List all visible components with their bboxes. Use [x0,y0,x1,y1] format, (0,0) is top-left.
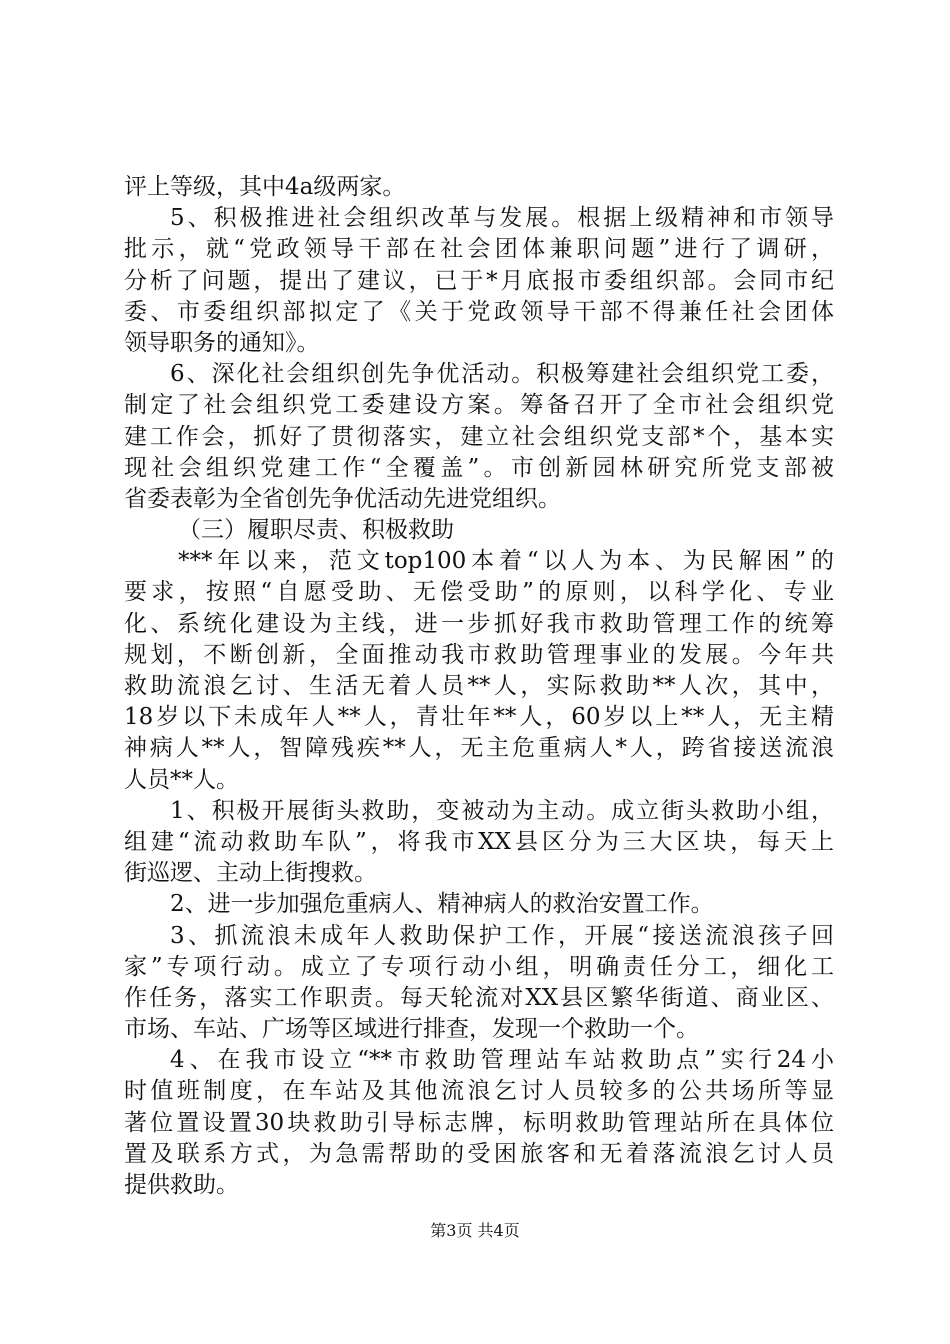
text-line: 4、在我市设立“**市救助管理站车站救助点”实行24小 [170,1047,834,1074]
text-line: 提供救助。 [124,1172,239,1198]
text-line: 建工作会，抓好了贯彻落实，建立社会组织党支部*个，基本实 [124,423,834,450]
text-line: 现社会组织党建工作“全覆盖”。市创新园林研究所党支部被 [124,454,834,481]
text-line: 评上等级，其中4a级两家。 [124,174,406,200]
text-line: 3、抓流浪未成年人救助保护工作，开展“接送流浪孩子回 [170,922,834,949]
text-line: 批示，就“党政领导干部在社会团体兼职问题”进行了调研， [124,236,834,263]
text-line: 街巡逻、主动上街搜救。 [124,860,377,887]
text-line: 著位置设置30块救助引导标志牌，标明救助管理站所在具体位 [124,1109,834,1136]
text-line: 制定了社会组织党工委建设方案。筹备召开了全市社会组织党 [124,392,834,419]
text-line: 置及联系方式，为急需帮助的受困旅客和无着落流浪乞讨人员 [124,1140,834,1167]
document-body [124,172,834,1201]
text-line: 组建“流动救助车队”，将我市XX县区分为三大区块，每天上 [124,828,834,855]
text-line: 委、市委组织部拟定了《关于党政领导干部不得兼任社会团体 [124,298,834,325]
text-line: 人员**人。 [124,766,239,793]
text-line: 家”专项行动。成立了专项行动小组，明确责任分工，细化工 [124,953,834,980]
text-line: （三）履职尽责、积极救助 [178,517,454,544]
text-line: 2、进一步加强危重病人、精神病人的救治安置工作。 [170,891,714,918]
text-line: 18岁以下未成年人**人，青壮年**人，60岁以上**人，无主精 [124,704,834,731]
text-line: ***年以来，范文top100本着“以人为本、为民解困”的 [178,548,834,575]
text-line: 6、深化社会组织创先争优活动。积极筹建社会组织党工委， [170,361,834,388]
text-line: 1、积极开展街头救助，变被动为主动。成立街头救助小组， [170,797,834,824]
text-line: 神病人**人，智障残疾**人，无主危重病人*人，跨省接送流浪 [124,735,834,762]
text-line: 规划，不断创新，全面推动我市救助管理事业的发展。今年共 [124,641,834,668]
text-line: 领导职务的通知》。 [124,329,320,356]
text-line: 市场、车站、广场等区域进行排查，发现一个救助一个。 [124,1016,699,1043]
text-line: 分析了问题，提出了建议，已于*月底报市委组织部。会同市纪 [124,267,834,294]
text-line: 时值班制度，在车站及其他流浪乞讨人员较多的公共场所等显 [124,1078,834,1105]
text-line: 省委表彰为全省创先争优活动先进党组织。 [124,485,561,512]
text-line: 作任务，落实工作职责。每天轮流对XX县区繁华街道、商业区、 [124,984,834,1011]
text-line: 化、系统化建设为主线，进一步抓好我市救助管理工作的统筹 [124,610,834,637]
text-line: 5、积极推进社会组织改革与发展。根据上级精神和市领导 [170,205,834,232]
page-footer: 第3页 共4页 [430,1221,520,1240]
text-line: 要求，按照“自愿受助、无偿受助”的原则，以科学化、专业 [124,579,834,606]
text-line: 救助流浪乞讨、生活无着人员**人，实际救助**人次，其中， [124,673,834,699]
